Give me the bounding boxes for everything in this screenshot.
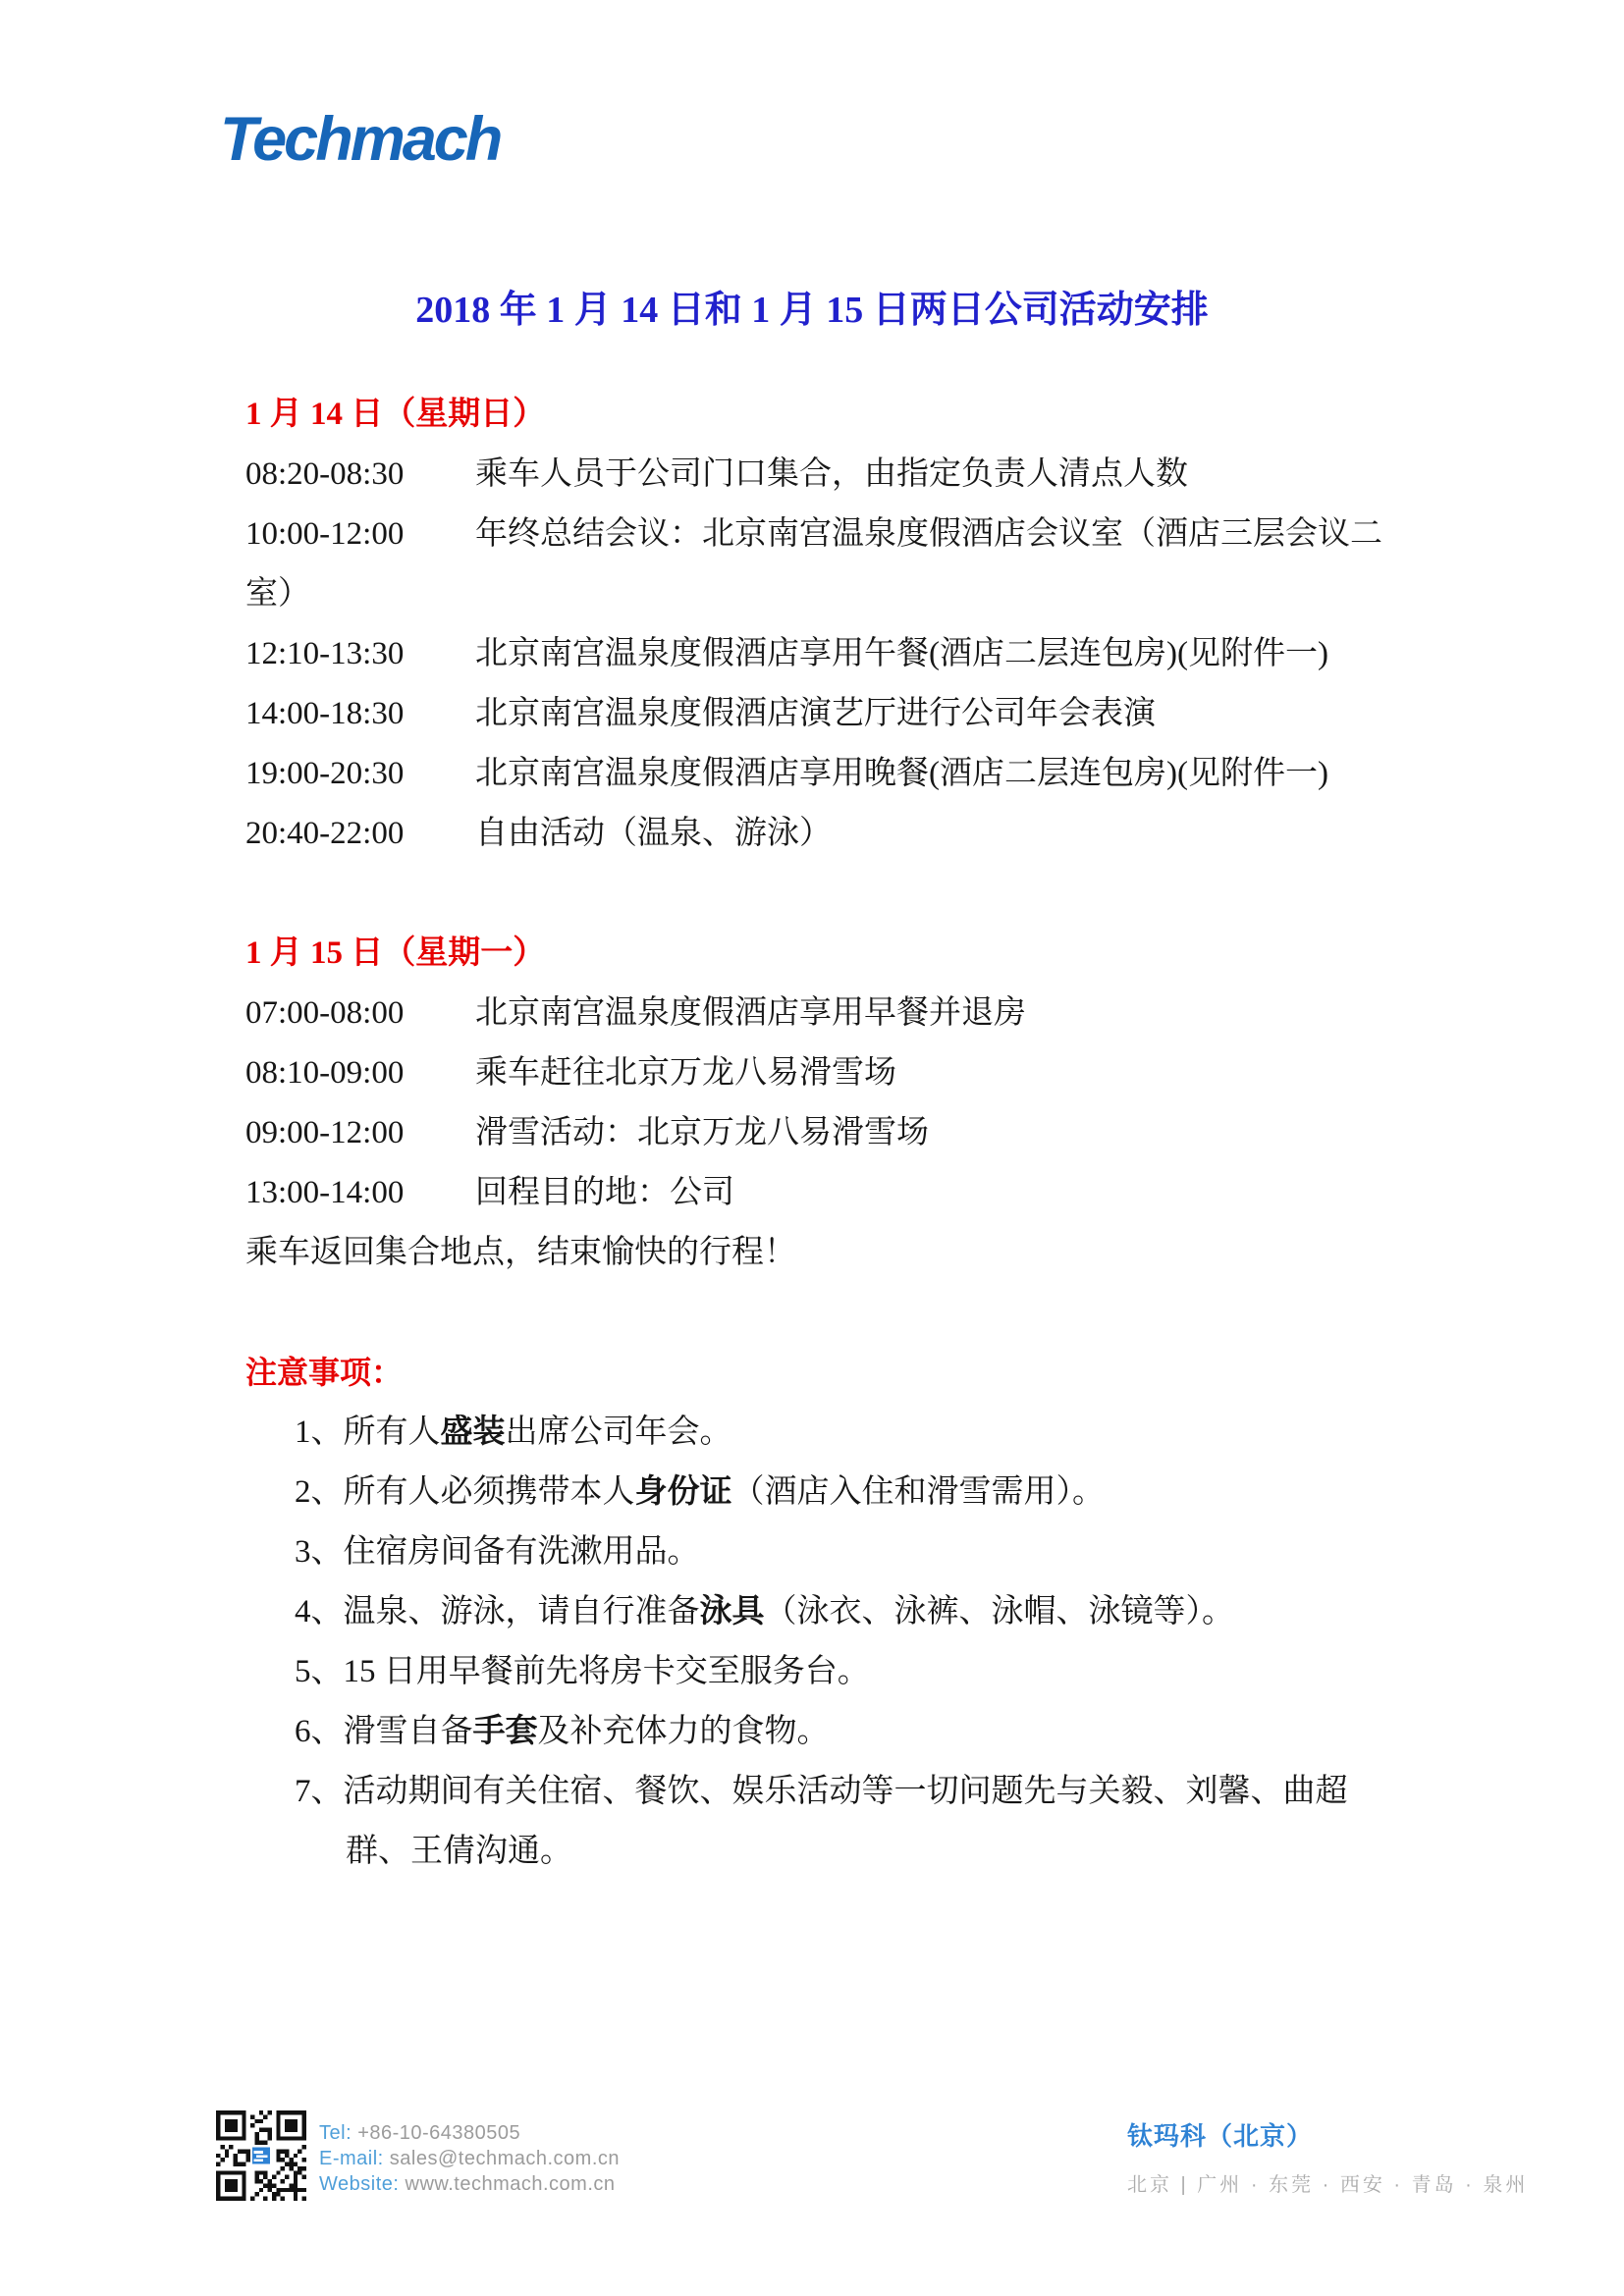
- schedule-time: 14:00-18:30: [245, 696, 405, 731]
- note-item: [295, 1522, 1389, 1582]
- notes-block: [245, 1343, 1389, 1882]
- note-number: 6、: [295, 1714, 344, 1749]
- qr-code: [214, 2110, 308, 2201]
- note-text: 滑雪自备: [343, 1714, 473, 1749]
- notes-heading: 注意事项：: [245, 1355, 404, 1390]
- schedule-time: 08:20-08:30: [245, 456, 405, 492]
- note-item: [295, 1582, 1389, 1642]
- schedule-row: [245, 984, 1389, 1043]
- schedule-desc: 乘车赶往北京万龙八易滑雪场: [475, 1055, 896, 1091]
- schedule-time: 13:00-14:00: [245, 1175, 405, 1210]
- note-item: [295, 1403, 1389, 1463]
- schedule-desc: 乘车人员于公司门口集合，由指定负责人清点人数: [475, 456, 1188, 492]
- schedule-sections: [245, 385, 1389, 1283]
- schedule-section: [245, 385, 1389, 864]
- schedule-desc: 滑雪活动：北京万龙八易滑雪场: [475, 1115, 929, 1150]
- schedule-desc: 回程目的地：公司: [475, 1175, 734, 1210]
- schedule-desc: 北京南宫温泉度假酒店享用晚餐(酒店二层连包房)(见附件一): [475, 756, 1328, 791]
- schedule-desc: 乘车返回集合地点，结束愉快的行程！: [245, 1235, 796, 1270]
- note-item: [295, 1463, 1389, 1522]
- note-number: 5、: [295, 1654, 344, 1689]
- note-text: 住宿房间备有洗漱用品。: [343, 1534, 700, 1570]
- contact-label: E-mail:: [319, 2148, 390, 2169]
- note-number: 2、: [295, 1474, 344, 1510]
- schedule-desc: 年终总结会议：北京南宫温泉度假酒店会议室（酒店三层会议二室）: [245, 516, 1382, 612]
- note-text: 所有人: [343, 1415, 441, 1450]
- note-text: 及补充体力的食物。: [537, 1714, 830, 1749]
- schedule-row: [245, 1223, 1389, 1283]
- note-text: 活动期间有关住宿、餐饮、娱乐活动等一切问题先与关毅、刘馨、曲超群、王倩沟通。: [343, 1774, 1348, 1869]
- schedule-time: 07:00-08:00: [245, 995, 405, 1031]
- contact-value: www.techmach.com.cn: [405, 2173, 616, 2195]
- note-item: [295, 1642, 1389, 1702]
- note-text: 温泉、游泳，请自行准备: [343, 1594, 700, 1629]
- contact-label: Website:: [319, 2173, 406, 2195]
- schedule-row: [245, 1163, 1389, 1223]
- footer-company-name: 钛玛科（北京）: [1127, 2121, 1314, 2151]
- schedule-time: 10:00-12:00: [245, 516, 405, 552]
- contact-row: [319, 2146, 620, 2171]
- schedule-time: 09:00-12:00: [245, 1115, 405, 1150]
- contact-label: Tel:: [319, 2122, 358, 2144]
- note-text-bold: 盛装: [440, 1415, 506, 1450]
- note-number: 4、: [295, 1594, 344, 1629]
- note-item: [295, 1702, 1389, 1762]
- schedule-row: [245, 1043, 1389, 1103]
- schedule-row: [245, 445, 1389, 505]
- contact-value: +86-10-64380505: [357, 2122, 521, 2144]
- schedule-section: [245, 924, 1389, 1283]
- section-heading: 1 月 15 日（星期一）: [245, 935, 546, 971]
- schedule-row: [245, 505, 1389, 624]
- schedule-row: [245, 684, 1389, 744]
- schedule-desc: 北京南宫温泉度假酒店享用午餐(酒店二层连包房)(见附件一): [475, 636, 1328, 671]
- schedule-desc: 北京南宫温泉度假酒店享用早餐并退房: [475, 995, 1026, 1031]
- note-text-bold: 泳具: [699, 1594, 765, 1629]
- schedule-desc: 自由活动（温泉、游泳）: [475, 816, 832, 851]
- contact-row: [319, 2120, 620, 2146]
- note-text-bold: 手套: [472, 1714, 538, 1749]
- schedule-desc: 北京南宫温泉度假酒店演艺厅进行公司年会表演: [475, 696, 1156, 731]
- note-text: （泳衣、泳裤、泳帽、泳镜等）。: [764, 1594, 1234, 1629]
- schedule-row: [245, 624, 1389, 684]
- schedule-time: 19:00-20:30: [245, 756, 405, 791]
- note-text: 15 日用早餐前先将房卡交至服务台。: [343, 1654, 870, 1689]
- document-title: 2018 年 1 月 14 日和 1 月 15 日两日公司活动安排: [415, 290, 1209, 331]
- note-text-bold: 身份证: [634, 1474, 732, 1510]
- note-number: 3、: [295, 1534, 344, 1570]
- schedule-row: [245, 804, 1389, 864]
- note-item: [295, 1762, 1389, 1882]
- section-heading: 1 月 14 日（星期日）: [245, 397, 546, 432]
- techmach-logo: Techmach: [220, 105, 501, 174]
- contact-row: [319, 2171, 620, 2197]
- note-number: 1、: [295, 1415, 344, 1450]
- schedule-row: [245, 744, 1389, 804]
- footer-contact: [319, 2120, 620, 2197]
- contact-value: sales@techmach.com.cn: [389, 2148, 621, 2169]
- schedule-time: 20:40-22:00: [245, 816, 405, 851]
- note-text: 所有人必须携带本人: [343, 1474, 635, 1510]
- note-text: （酒店入住和滑雪需用）。: [731, 1474, 1105, 1510]
- notes-list: [245, 1403, 1389, 1882]
- schedule-time: 12:10-13:30: [245, 636, 405, 671]
- schedule-row: [245, 1103, 1389, 1163]
- schedule-content: [245, 385, 1389, 1882]
- note-text: 出席公司年会。: [505, 1415, 732, 1450]
- footer-locations: 北京 | 广州 · 东莞 · 西安 · 青岛 · 泉州: [1127, 2174, 1529, 2196]
- schedule-time: 08:10-09:00: [245, 1055, 405, 1091]
- footer-company-block: [1127, 2116, 1528, 2197]
- note-number: 7、: [295, 1774, 344, 1809]
